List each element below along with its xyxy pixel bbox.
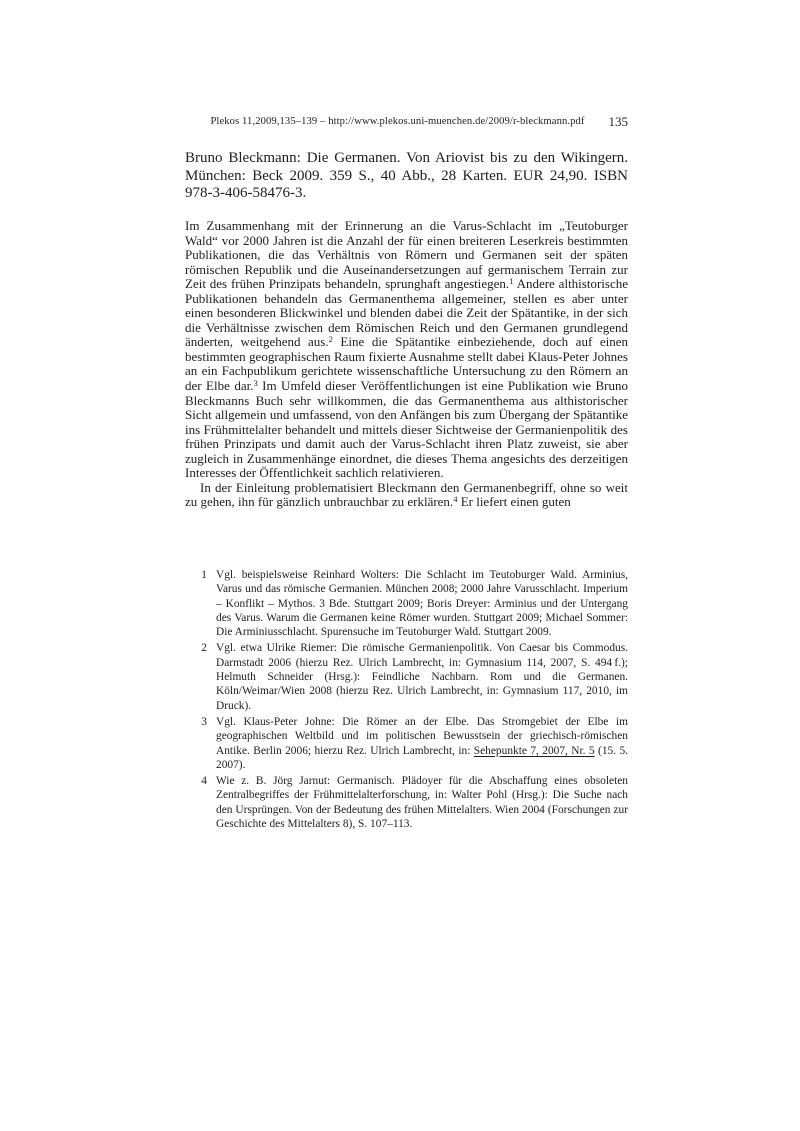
page-number: 135 bbox=[608, 114, 628, 129]
text-run: Wie z. B. Jörg Jarnut: Germanisch. Plädoyer für die Abschaffung eines obsoleten Zentralbegriffes der Frühmittelalterforschung, in: Walter Pohl (Hrsg.): Die Suche nach den Ursprüngen. Von der Bedeutung des frühen Mittelalters. Wien 2004 (Forschungen zur Geschichte des Mittelalters 8), S. 107–113. bbox=[216, 775, 628, 831]
text-run: Vgl. etwa Ulrike Riemer: Die römische Germanienpolitik. Von Caesar bis Commodus. Darmstadt 2006 (hierzu Rez. Ulrich Lambrecht, in: Gymnasium 114, 2007, S. 494 f.); Helmuth Schneider (Hrsg.): Feindliche Nachbarn. Rom und die Germanen. Köln/Weimar/Wien 2008 (hierzu Rez. Ulrich Lambrecht, in: Gymnasium 117, 2010, im Druck). bbox=[216, 642, 628, 712]
footnote-item bbox=[185, 715, 628, 772]
text-run: Im Zusammenhang mit der Erinnerung an die Varus-Schlacht im „Teutoburger Wald“ vor 2000 Jahren ist die Anzahl der für einen breiteren Leserkreis bestimmten Publikationen, die das Verhältnis von Römern und Germanen seit der späten römischen Republik und die Auseinandersetzungen auf germanischem Terrain zur Zeit des frühen Prinzipats behandeln, sprunghaft angestiegen. bbox=[185, 218, 628, 292]
text-run: Andere althistorische Publikationen behandeln das Germanenthema allgemeiner, stellen es aber unter einen besonderen Blickwinkel und blenden dabei die Zeit der Spätantike, in der sich die Verhältnisse zwischen dem Römischen Reich und den Germanen grundlegend änderten, weitgehend aus. bbox=[185, 276, 628, 350]
paragraph-2 bbox=[185, 481, 628, 510]
review-body bbox=[185, 219, 628, 510]
running-header bbox=[185, 116, 628, 134]
running-title: Plekos 11,2009,135–139 – http://www.plekos.uni-muenchen.de/2009/r-bleckmann.pdf bbox=[210, 116, 585, 127]
footnote-text bbox=[216, 715, 628, 772]
footnote-item bbox=[185, 568, 628, 639]
text-run: (15. 5. 2007). bbox=[216, 744, 628, 771]
footnote-number: 3 bbox=[201, 715, 207, 728]
footnote-marker: 2 bbox=[328, 334, 333, 345]
text-run: In der Einleitung problematisiert Bleckmann den Germanenbegriff, ohne so weit zu gehen, ihn für gänzlich unbrauchbar zu erklären. bbox=[185, 479, 628, 510]
text-run: Eine die Spätantike einbeziehende, doch auf einen bestimmten geographischen Raum fixierte Ausnahme stellt dabei Klaus-Peter Johnes an ein Fachpublikum gerichtete wissenschaftliche Untersuchung zu den Römern an der Elbe dar. bbox=[185, 334, 628, 394]
footnote-text bbox=[216, 774, 628, 831]
footnote-marker: 3 bbox=[253, 378, 258, 389]
footnote-item bbox=[185, 641, 628, 712]
footnote-number: 1 bbox=[201, 569, 207, 581]
footnote-text bbox=[216, 568, 628, 639]
footnote-marker: 1 bbox=[509, 276, 514, 287]
review-title: Bruno Bleckmann: Die Germanen. Von Ariovist bis zu den Wikingern. München: Beck 2009. 359 S., 40 Abb., 28 Karten. EUR 24,90. ISBN 978-3-406-58476-3. bbox=[185, 150, 628, 202]
footnotes-section bbox=[185, 568, 628, 833]
text-run: Vgl. Klaus-Peter Johne: Die Römer an der Elbe. Das Stromgebiet der Elbe im geographischen Weltbild und im politischen Bewusstsein der griechisch-römischen Antike. Berlin 2006; hierzu Rez. Ulrich Lambrecht, in: bbox=[216, 715, 628, 757]
footnote-marker: 4 bbox=[453, 494, 458, 505]
sehepunkte-link[interactable]: Sehepunkte 7, 2007, Nr. 5 bbox=[473, 744, 595, 757]
footnote-number: 4 bbox=[201, 775, 207, 788]
text-run: Im Umfeld dieser Veröffentlichungen ist eine Publikation wie Bruno Bleckmanns Buch sehr willkommen, die das Germanenthema aus althistorischer Sicht allgemein und umfassend, von den Anfängen bis zum Übergang der Spätantike ins Frühmittelalter behandelt und mittels dieser Sichtweise der Germanienpolitik des frühen Prinzipats und damit auch der Varus-Schlacht ihren Platz zuweist, sie aber zugleich in Zusammenhänge einordnet, die dieses Thema angesichts des derzeitigen Interesses der Öffentlichkeit sachlich relativieren. bbox=[185, 378, 628, 481]
footnote-item bbox=[185, 774, 628, 831]
text-run: Er liefert einen guten bbox=[457, 494, 571, 510]
text-run: Vgl. beispielsweise Reinhard Wolters: Die Schlacht im Teutoburger Wald. Arminius, Varus und das römische Germanien. München 2008; 2000 Jahre Varusschlacht. Imperium – Konflikt – Mythos. 3 Bde. Stuttgart 2009; Boris Dreyer: Arminius und der Untergang des Varus. Warum die Germanen keine Römer wurden. Stuttgart 2009; Michael Sommer: Die Arminiusschlacht. Spurensuche im Teutoburger Wald. Stuttgart 2009. bbox=[216, 569, 628, 639]
paragraph-1 bbox=[185, 219, 628, 481]
footnote-number: 2 bbox=[201, 642, 207, 655]
footnote-text bbox=[216, 641, 628, 712]
